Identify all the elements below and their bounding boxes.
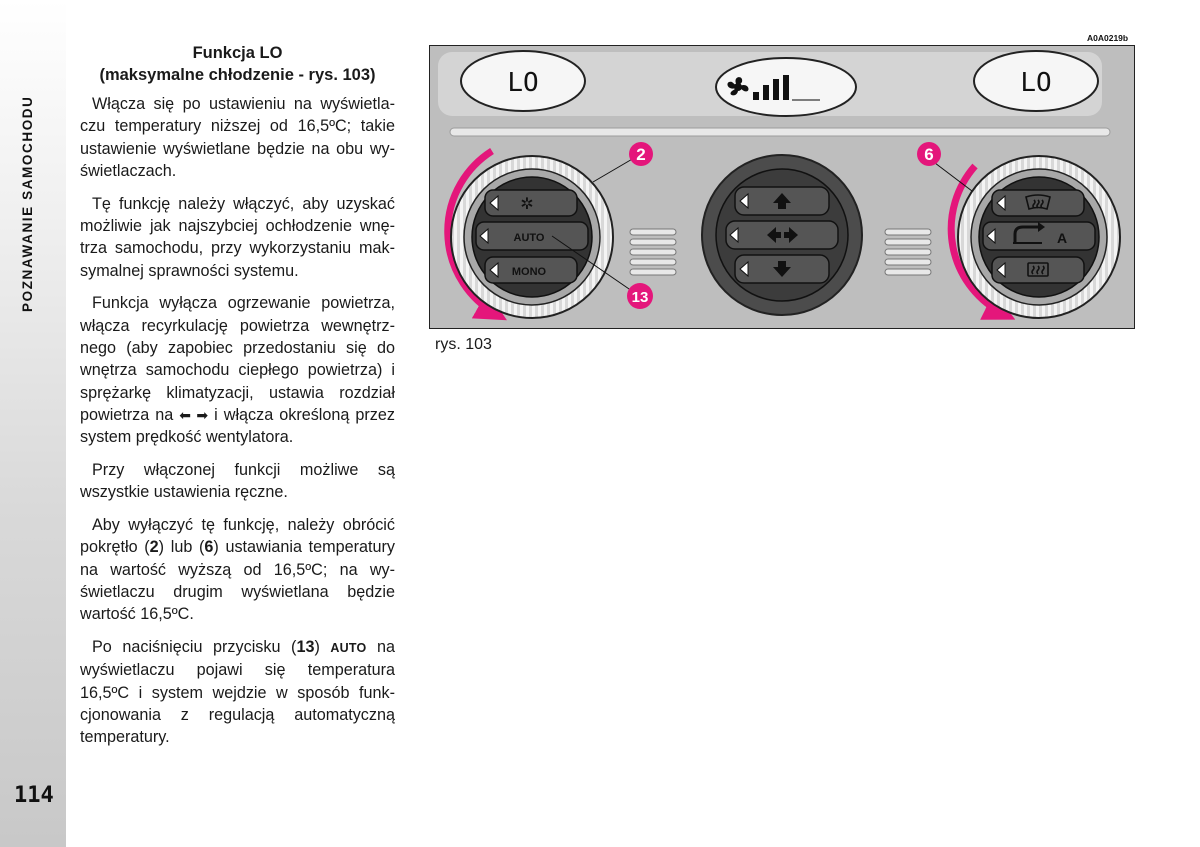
mono-button-label: MONO: [511, 266, 547, 278]
windscreen-defrost-button[interactable]: [992, 190, 1084, 216]
auto-button[interactable]: [476, 222, 588, 250]
auto-label: AUTO: [330, 641, 367, 656]
paragraph-4: Przy włączonej funkcji możliwe są wszystkie ustawienia ręczne.: [80, 460, 395, 502]
callout-13-label: 13: [631, 289, 649, 306]
ref-knob-6: 6: [204, 538, 214, 557]
callout-13-badge: [627, 283, 653, 309]
ref-button-13: 13: [296, 638, 315, 657]
paragraph-6-text-c: na wyświetlaczu pojawi się temperatura 16,5ºC i system wejdzie w sposób funkcjonowania z regulacją automatyczną temperatury.: [80, 638, 396, 747]
left-temperature-display: [461, 51, 585, 111]
paragraph-6: [80, 636, 395, 748]
right-display-value: LO: [1020, 68, 1052, 98]
air-distribution-arrows-icon: ⬅ ➡: [179, 406, 209, 423]
page-number: 114: [14, 783, 54, 808]
recirculation-auto-label: A: [1056, 230, 1068, 246]
air-distribution-knob[interactable]: [702, 155, 862, 315]
paragraph-3-text-a: Funkcja wyłącza ogrzewanie powietrza, włącza recyrkulację powietrza wewnętrznego (aby zapobiec przedostaniu się do wnętrza samochodu ciepłego powietrza) i sprężarkę klimatyzacji, ustawia rozdział powietrza na: [80, 294, 395, 424]
callout-2-badge: [629, 142, 653, 166]
snowflake-icon: ✲: [520, 196, 534, 213]
paragraph-1: Włącza się po ustawieniu na wyświetlaczu temperatury niższej od 16,5ºC; takie ustawienie wyświetlane będzie na obu wyświetlaczach.: [80, 95, 395, 180]
paragraph-5-text-b: ) lub (: [158, 538, 205, 557]
heading-title: Funkcja LO: [192, 44, 283, 62]
callout-2-label: 2: [636, 145, 646, 164]
air-down-button[interactable]: [735, 255, 829, 283]
figure-code: A0A0219b: [1087, 33, 1129, 43]
mono-button[interactable]: [485, 257, 577, 283]
callout-6-badge: [917, 142, 941, 166]
air-up-button[interactable]: [735, 187, 829, 215]
paragraph-5-text-a: Aby wyłączyć tę funkcję, należy obrócić pokrętło (: [80, 516, 395, 557]
rear-window-defrost-button[interactable]: [992, 257, 1084, 283]
paragraph-6-text-b: ): [314, 638, 320, 657]
left-display-value: LO: [507, 68, 539, 98]
auto-button-label: AUTO: [513, 232, 545, 244]
section-label: POZNAWANIE SAMOCHODU: [20, 95, 35, 312]
right-temperature-knob[interactable]: [958, 156, 1120, 318]
figure-caption: rys. 103: [435, 336, 492, 353]
panel-groove: [450, 128, 1110, 136]
air-center-button[interactable]: [726, 221, 838, 249]
paragraph-2: Tę funkcję należy włączyć, aby uzyskać możliwie jak najszybciej ochłodzenie wnętrza samochodu, przy wykorzystaniu maksymalnej sprawności systemu.: [80, 194, 395, 280]
climate-panel-drawing: [430, 46, 1133, 327]
sidebar: [0, 0, 66, 847]
callout-6-label: 6: [924, 145, 934, 164]
paragraph-6-text-a: Po naciśnięciu przycisku (: [92, 638, 297, 657]
paragraph-5: [80, 514, 395, 625]
fan-speed-display: [716, 58, 856, 116]
left-temperature-knob[interactable]: [451, 156, 613, 318]
paragraph-3: [80, 292, 395, 448]
paragraph-3-text-b: i włącza określoną przez system prędkość wentylatora.: [80, 405, 395, 447]
ac-button[interactable]: [485, 190, 577, 216]
ref-knob-2: 2: [149, 538, 159, 557]
climate-panel-figure: [429, 45, 1135, 329]
paragraph-5-text-c: ) ustawiania temperatury na wartość wyższą od 16,5ºC; na wyświetlaczu drugim wyświetlana będzie wartość 16,5ºC.: [80, 538, 395, 624]
heading-subtitle: (maksymalne chłodzenie - rys. 103): [99, 66, 376, 84]
right-temperature-display: [974, 51, 1098, 111]
article-text: [80, 42, 395, 759]
section-heading: [80, 42, 395, 86]
recirculation-auto-button[interactable]: [983, 222, 1095, 250]
